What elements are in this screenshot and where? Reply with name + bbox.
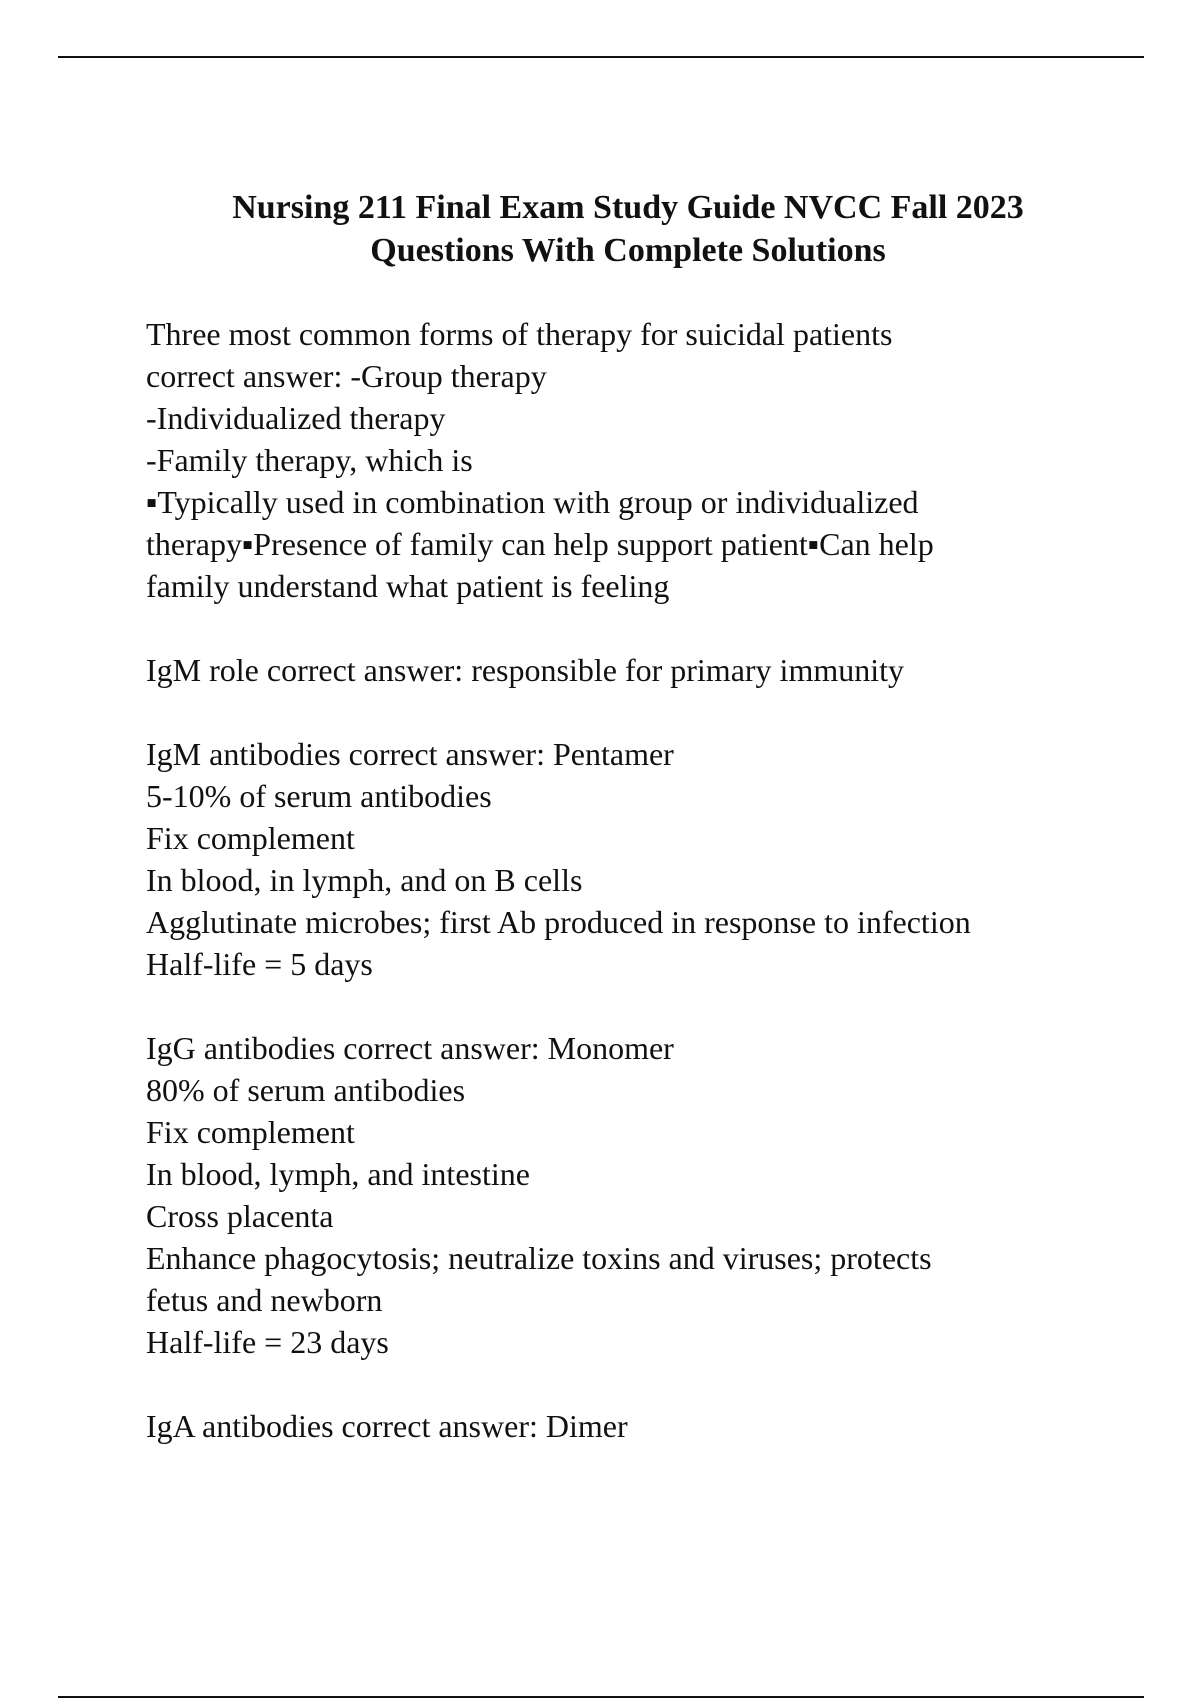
- text-line: Agglutinate microbes; first Ab produced in response to infection: [146, 904, 971, 940]
- study-guide-body: [146, 313, 1146, 1489]
- text-line: 80% of serum antibodies: [146, 1072, 466, 1108]
- text-line: Three most common forms of therapy for suicidal patients: [146, 316, 893, 352]
- text-line: therapy▪Presence of family can help support patient▪Can help: [146, 526, 934, 562]
- text-line: In blood, lymph, and intestine: [146, 1156, 530, 1192]
- document-title: [58, 186, 1198, 272]
- text-line: Fix complement: [146, 820, 355, 856]
- qa-entry-therapy-forms: [146, 313, 1146, 607]
- top-divider: [58, 56, 1144, 58]
- text-line: correct answer: -Group therapy: [146, 358, 547, 394]
- text-line: -Family therapy, which is: [146, 442, 473, 478]
- qa-entry-iga-antibodies: [146, 1405, 1146, 1447]
- qa-entry-igm-antibodies: [146, 733, 1146, 985]
- title-line-1: Nursing 211 Final Exam Study Guide NVCC Fall 2023: [232, 189, 1024, 226]
- text-line: Fix complement: [146, 1114, 355, 1150]
- text-line: -Individualized therapy: [146, 400, 446, 436]
- text-line: IgA antibodies correct answer: Dimer: [146, 1408, 628, 1444]
- qa-entry-igg-antibodies: [146, 1027, 1146, 1363]
- text-line: Half-life = 5 days: [146, 946, 373, 982]
- text-line: Enhance phagocytosis; neutralize toxins and viruses; protects: [146, 1240, 932, 1276]
- bottom-divider: [58, 1696, 1144, 1698]
- text-line: Cross placenta: [146, 1198, 334, 1234]
- text-line: fetus and newborn: [146, 1282, 383, 1318]
- qa-entry-igm-role: [146, 649, 1146, 691]
- text-line: ▪Typically used in combination with group or individualized: [146, 484, 919, 520]
- text-line: In blood, in lymph, and on B cells: [146, 862, 583, 898]
- text-line: 5-10% of serum antibodies: [146, 778, 492, 814]
- text-line: IgM role correct answer: responsible for primary immunity: [146, 652, 904, 688]
- text-line: Half-life = 23 days: [146, 1324, 389, 1360]
- text-line: IgM antibodies correct answer: Pentamer: [146, 736, 674, 772]
- text-line: family understand what patient is feeling: [146, 568, 670, 604]
- title-line-2: Questions With Complete Solutions: [370, 232, 886, 269]
- text-line: IgG antibodies correct answer: Monomer: [146, 1030, 674, 1066]
